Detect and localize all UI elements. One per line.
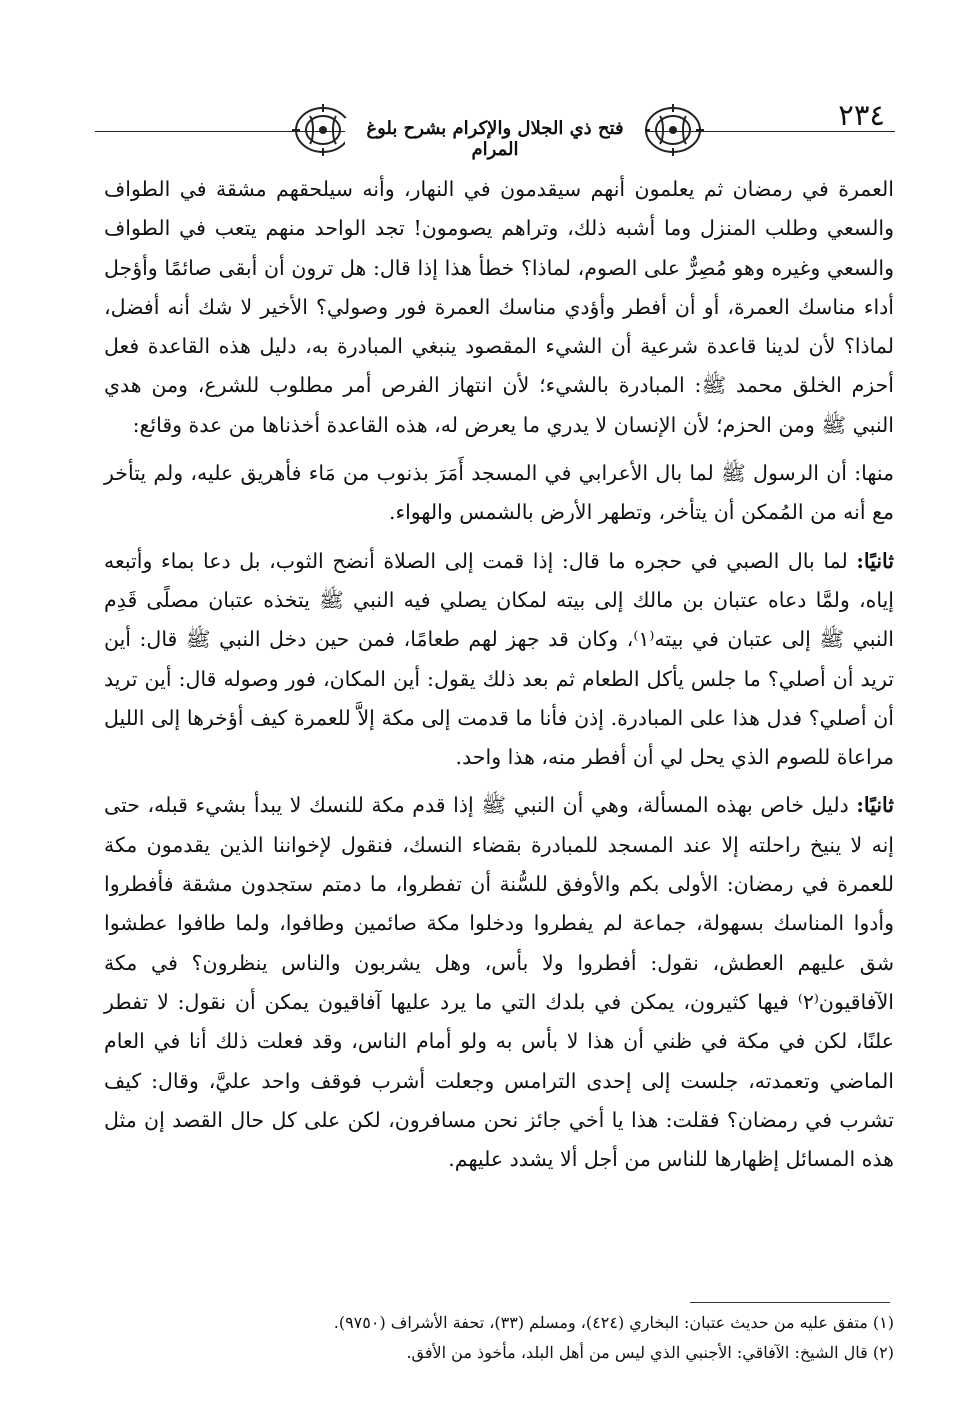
footnote-rule: [690, 1302, 890, 1303]
paragraph-3: [104, 542, 894, 778]
book-title: فتح ذي الجلال والإكرام بشرح بلوغ المرام: [345, 118, 645, 160]
paragraph-4-text: دليل خاص بهذه المسألة، وهي أن النبي ﷺ إذا قدم مكة للنسك لا يبدأ بشيء قبله، حتى إنه لا ينيخ راحلته إلا عند المسجد للمبادرة بقضاء النسك، فنقول لإخواننا الذين يقدمون مكة للعمرة في رمضان: الأولى بكم والأوفق للسُّنة أن تفطروا، ما دمتم ستجدون مشقة فأفطروا وأدوا المناسك بسهولة، جماعة لم يفطروا ودخلوا مكة صائمين وطافوا، ولما طافوا عطشوا شق عليهم العطش، نقول: أفطروا ولا بأس، وهل يشربون والناس ينظرون؟ في مكة الآفاقيون⁽٢⁾ فيها كثيرون، يمكن في بلدك التي ما يرد عليها آفاقيون يمكن أن نقول: لا تفطر علنًا، لكن في مكة في ظني أن هذا لا بأس به ولو أمام الناس، وقد فعلت ذلك أنا في العام الماضي وتعمدته، جلست إلى إحدى الترامس وجعلت أشرب فوقف واحد عليَّ، وقال: كيف تشرب في رمضان؟ فقلت: هذا يا أخي جائز نحن مسافرون، لكن على كل حال القصد إن مثل هذه المسائل إظهارها للناس من أجل ألا يشدد عليهم.: [104, 793, 894, 1172]
running-header: [95, 96, 895, 166]
paragraph-4: [104, 786, 894, 1179]
page-number: ٢٣٤: [838, 98, 885, 132]
ornament-right-icon: [640, 102, 706, 158]
body-text: [104, 170, 894, 1188]
paragraph-4-lead: ثانيًا:: [856, 793, 894, 818]
paragraph-3-text: لما بال الصبي في حجره ما قال: إذا قمت إلى الصلاة أنضح الثوب، بل دعا بماء وأتبعه إياه، ولمَّا دعاه عتبان بن مالك إلى بيته لمكان يصلي فيه النبي ﷺ يتخذه عتبان مصلًى قَدِم النبي ﷺ إلى عتبان في بيته⁽١⁾، وكان قد جهز لهم طعامًا، فمن حين دخل النبي ﷺ قال: أين تريد أن أصلي؟ ما جلس يأكل الطعام ثم بعد ذلك يقول: أين المكان، فور وصوله قال: أين تريد أن أصلي؟ فدل هذا على المبادرة. إذن فأنا ما قدمت إلى مكة إلاَّ للعمرة كيف أؤخرها إلى الليل مراعاة للصوم الذي يحل لي أن أفطر منه، هذا واحد.: [104, 548, 895, 770]
paragraph-2: منها: أن الرسول ﷺ لما بال الأعرابي في المسجد أَمَرَ بذنوب من مَاء فأهريق عليه، ولم يتأخر مع أنه من المُمكن أن يتأخر، وتطهر الأرض بالشمس والهواء.: [104, 461, 894, 525]
footnote-1: (١) متفق عليه من حديث عتبان: البخاري (٤٢٤)، ومسلم (٣٣)، تحفة الأشراف (٩٧٥٠).: [333, 1313, 894, 1332]
footnote-2: (٢) قال الشيخ: الآفاقي: الأجنبي الذي ليس من أهل البلد، مأخوذ من الأفق.: [406, 1343, 894, 1362]
paragraph-3-lead: ثانيًا:: [856, 548, 894, 573]
footnotes: [104, 1308, 894, 1368]
paragraph-1: العمرة في رمضان ثم يعلمون أنهم سيقدمون في النهار، وأنه سيلحقهم مشقة في الطواف والسعي وطلب المنزل وما أشبه ذلك، وتراهم يصومون! تجد الواحد منهم يتعب في الطواف والسعي وغيره وهو مُصِرٌّ على الصوم، لماذا؟ خطأ هذا إذا قال: هل ترون أن أبقى صائمًا وأؤجل أداء مناسك العمرة، أو أن أفطر وأؤدي مناسك العمرة فور وصولي؟ الأخير لا شك أنه أفضل، لماذا؟ لأن لدينا قاعدة شرعية أن الشيء المقصود ينبغي المبادرة به، دليل هذه القاعدة فعل أحزم الخلق محمد ﷺ: المبادرة بالشيء؛ لأن انتهاز الفرص أمر مطلوب للشرع، ومن هدي النبي ﷺ ومن الحزم؛ لأن الإنسان لا يدري ما يعرض له، هذه القاعدة أخذناها من عدة وقائع:: [104, 177, 894, 437]
